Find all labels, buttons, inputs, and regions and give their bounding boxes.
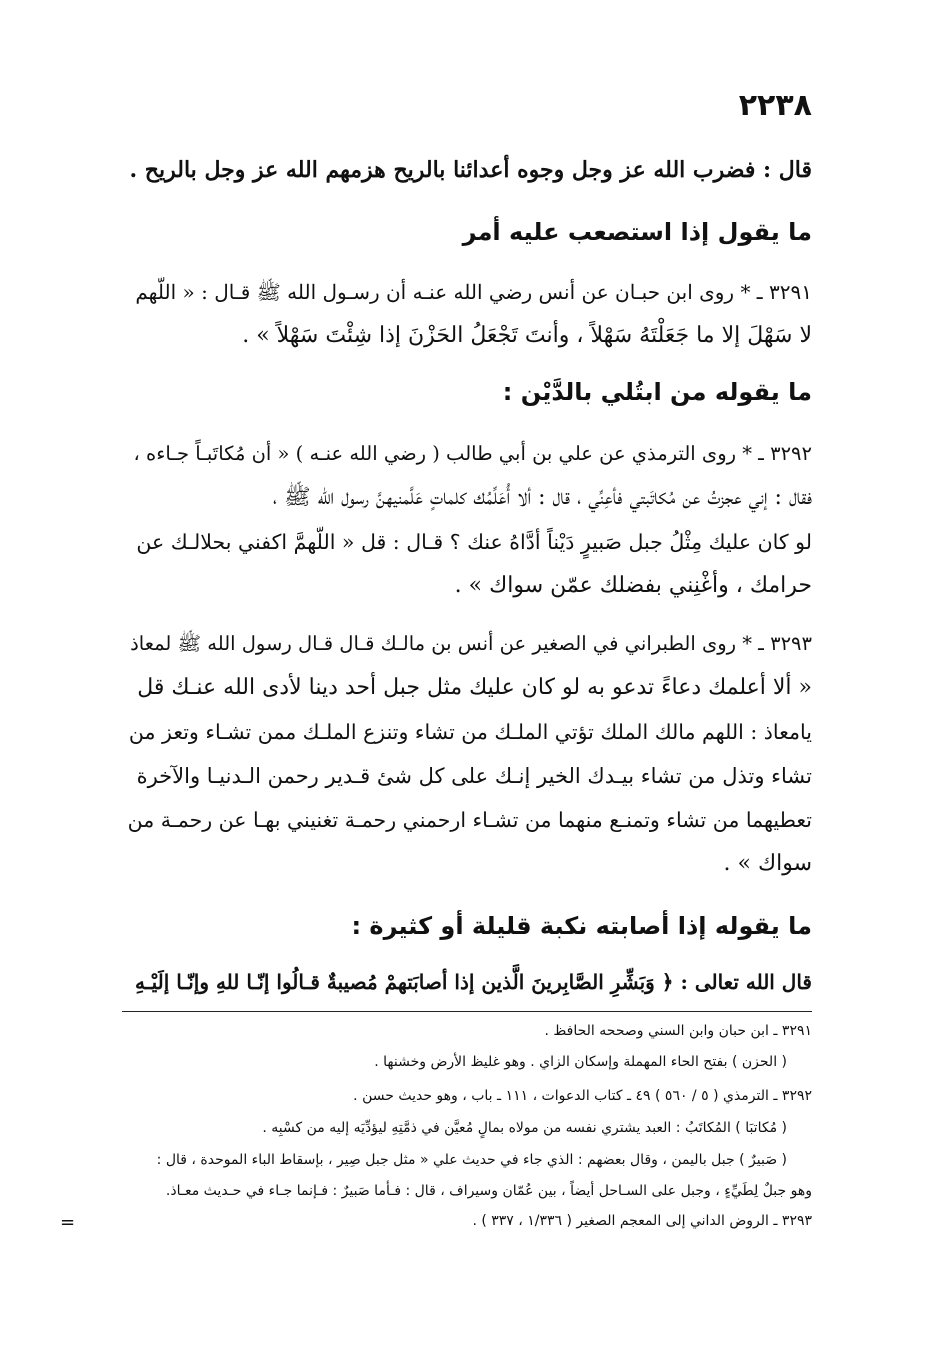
intro-line: قال : فضرب الله عز وجل وجوه أعدائنا بالريح هزمهم الله عز وجل بالريح . [129, 157, 812, 183]
section-heading: ما يقوله من ابتُلي بالدَّيْن : [502, 378, 812, 406]
footnote: ٣٢٩٣ ـ الروض الداني إلى المعجم الصغير ( ١/٣٣٦ ، ٣٣٧ ) . [472, 1213, 812, 1229]
page-number: ٢٢٣٨ [738, 88, 812, 123]
hadith-line: يامعاذ : اللهم مالك الملك تؤتي الملـك من تشاء وتنزع الملـك ممن تشـاء وتعز من [128, 720, 812, 744]
hadith-line: ٣٢٩٢ ـ * روى الترمذي عن علي بن أبي طالب ( رضي الله عنـه ) « أن مُكاتَبـاً جـاءه ، [133, 442, 812, 465]
footnote: وهو جبلٌ لِطَيِّءٍ ، وجبل على السـاحل أيضاً ، بين عُمّان وسيراف ، قال : فـأما صَبيرٌ : فـإنما جـاء في حـديث معـاذ. [165, 1183, 812, 1199]
footnote-divider [122, 1011, 812, 1012]
hadith-line: « ألا أعلمك دعاءً تدعو به لو كان عليك مثل جبل أحد دينا لأدى الله عنـك قل [137, 675, 812, 700]
footnote: ٣٢٩١ ـ ابن حبان وابن السني وصححه الحافظ . [544, 1023, 812, 1039]
section-heading: ما يقول إذا استصعب عليه أمر [462, 218, 812, 246]
hadith-line: تعطيهما من تشاء وتمنـع منهما من تشـاء ارحمني رحمـة تغنيني بهـا عن رحمـة من [127, 808, 812, 832]
hadith-line: لا سَهْلَ إلا ما جَعَلْتَهُ سَهْلاً ، وأنتَ تَجْعَلُ الحَزْنَ إذا شِئْتَ سَهْلاً » . [242, 323, 812, 348]
hadith-line: حرامك ، وأغْنِني بفضلك عمّن سواك » . [454, 573, 812, 598]
hadith-line: فقال : إني عجزتُ عن مُكاتَبتي فأعِنِّي ، قال : ألا أُعَلِّمُك كلماتٍ عَلَّمنيهنَّ رسول الله ﷺ ، [272, 485, 812, 510]
footnote: ( صَبيرٌ ) جبل باليمن ، وقال بعضهم : الذي جاء في حديث علي « مثل جبل صِير ، بإسقاط الباء الموحدة ، قال : [156, 1152, 787, 1168]
hadith-line: لو كان عليك مِثْلُ جبل صَبيرٍ دَيْناً أدَّاهُ عنك ؟ قـال : قل « اللّهمَّ اكفني بحلالـك عن [136, 530, 812, 554]
hadith-line: تشاء وتذل من تشاء بيـدك الخير إنـك على كل شئ قـدير رحمن الـدنيـا والآخرة [136, 764, 812, 788]
footnote: ٣٢٩٢ ـ الترمذي ( ٥ / ٥٦٠ ) ٤٩ ـ كتاب الدعوات ، ١١١ ـ باب ، وهو حديث حسن . [353, 1088, 812, 1104]
hadith-line: سواك » . [723, 851, 812, 876]
hadith-line: ٣٢٩٣ ـ * روى الطبراني في الصغير عن أنس بن مالـك قـال قـال رسول الله ﷺ لمعاذ [130, 632, 812, 655]
margin-mark: = [60, 1212, 76, 1233]
footnote: ( الحزن ) بفتح الحاء المهملة وإسكان الزاي . وهو غليظ الأرض وخشنها . [374, 1054, 787, 1070]
hadith-line: ٣٢٩١ ـ * روى ابن حبـان عن أنس رضي الله عنـه أن رسـول الله ﷺ قـال : « اللّهم [135, 280, 812, 304]
section-heading: ما يقوله إذا أصابته نكبة قليلة أو كثيرة : [351, 912, 812, 940]
quran-verse-line: قال الله تعالى : ﴿ وَبَشِّرِ الصَّابِرينَ الَّذين إذا أصابَتهمْ مُصيبةٌ قـالُوا إنّـا للهِ وإنّـا إلَيْـهِ [135, 970, 812, 994]
footnote: ( مُكاتبَا ) المُكاتَبُ : العبد يشتري نفسه من مولاه بمالٍ مُعيَّن في ذمَّتِهِ ليؤدِّيَه إليه من كسْبِه . [262, 1120, 787, 1136]
